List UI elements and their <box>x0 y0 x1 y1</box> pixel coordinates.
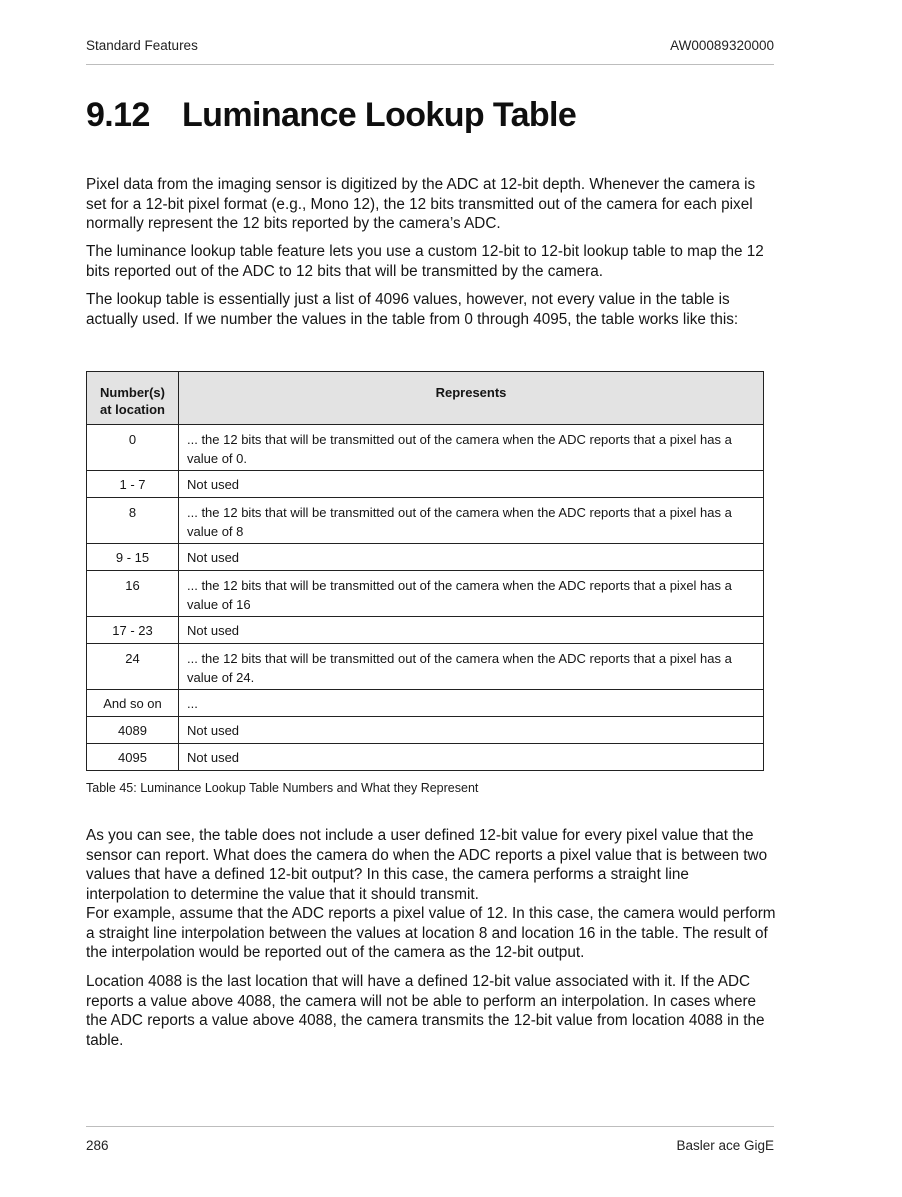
represents-cell: ... the 12 bits that will be transmitted out of the camera when the ADC reports that a pixel has a value of 16 <box>179 571 764 617</box>
page-header <box>86 38 774 65</box>
page-footer <box>86 1126 774 1157</box>
location-cell: 17 - 23 <box>87 617 179 644</box>
represents-cell: ... the 12 bits that will be transmitted out of the camera when the ADC reports that a pixel has a value of 24. <box>179 644 764 690</box>
represents-cell: Not used <box>179 617 764 644</box>
section-title: Luminance Lookup Table <box>182 96 577 134</box>
location-cell: 4089 <box>87 717 179 744</box>
location-cell: 1 - 7 <box>87 471 179 498</box>
location-cell: And so on <box>87 690 179 717</box>
table-caption: Table 45: Luminance Lookup Table Numbers and What they Represent <box>86 781 479 795</box>
table-row <box>87 425 764 471</box>
table-row <box>87 471 764 498</box>
represents-cell: ... <box>179 690 764 717</box>
column-header-location-line1: Number(s) <box>99 385 165 400</box>
table-row <box>87 571 764 617</box>
represents-cell: ... the 12 bits that will be transmitted out of the camera when the ADC reports that a pixel has a value of 8 <box>179 498 764 544</box>
location-cell: 9 - 15 <box>87 544 179 571</box>
header-section-name: Standard Features <box>86 38 198 53</box>
location-cell: 8 <box>87 498 179 544</box>
intro-paragraph: Pixel data from the imaging sensor is digitized by the ADC at 12-bit depth. Whenever the camera is set for a 12-bit pixel format (e.g., Mono 12), the 12 bits transmitted out of the camera for each pixel normally represent the 12 bits reported by the camera’s ADC. <box>86 176 756 232</box>
location-cell: 16 <box>87 571 179 617</box>
feature-paragraph: The luminance lookup table feature lets you use a custom 12-bit to 12-bit lookup table to map the 12 bits reported out of the ADC to 12 bits that will be transmitted by the camera. <box>86 243 764 280</box>
lookup-table <box>86 371 764 771</box>
represents-cell: Not used <box>179 744 764 771</box>
interpolation-paragraph: As you can see, the table does not include a user defined 12-bit value for every pixel value that the sensor can report. What does the camera do when the ADC reports a pixel value that is between two values that have a defined 12-bit output? In this case, the camera performs a straight line interpolation to determine the value that it should transmit. <box>86 827 768 903</box>
footer-product-name: Basler ace GigE <box>676 1138 774 1153</box>
represents-cell: Not used <box>179 717 764 744</box>
table-intro-paragraph: The lookup table is essentially just a list of 4096 values, however, not every value in the table is actually used. If we number the values in the table from 0 through 4095, the table works like this: <box>86 291 739 328</box>
represents-cell: Not used <box>179 544 764 571</box>
section-number: 9.12 <box>86 96 150 134</box>
column-header-location-line2: at location <box>99 402 165 417</box>
table-row <box>87 544 764 571</box>
header-document-id: AW00089320000 <box>670 38 774 53</box>
represents-cell: Not used <box>179 471 764 498</box>
example-paragraph: For example, assume that the ADC reports a pixel value of 12. In this case, the camera would perform a straight line interpolation between the values at location 8 and location 16 in the table. The result of the interpolation would be reported out of the camera as the 12-bit output. <box>86 905 776 961</box>
table-header-row <box>87 372 764 425</box>
section-heading <box>86 96 576 135</box>
table-row <box>87 617 764 644</box>
table-row <box>87 717 764 744</box>
table-row <box>87 744 764 771</box>
location-cell: 4095 <box>87 744 179 771</box>
location-limit-paragraph: Location 4088 is the last location that will have a defined 12-bit value associated with it. If the ADC reports a value above 4088, the camera will not be able to perform an interpolation. In cases where the ADC reports a value above 4088, the camera transmits the 12-bit value from location 4088 in the table. <box>86 973 765 1049</box>
location-cell: 0 <box>87 425 179 471</box>
column-header-location <box>87 372 179 425</box>
table-row <box>87 644 764 690</box>
represents-cell: ... the 12 bits that will be transmitted out of the camera when the ADC reports that a pixel has a value of 0. <box>179 425 764 471</box>
location-cell: 24 <box>87 644 179 690</box>
column-header-represents: Represents <box>179 372 764 425</box>
table-row <box>87 690 764 717</box>
page-number: 286 <box>86 1138 109 1153</box>
table-row <box>87 498 764 544</box>
